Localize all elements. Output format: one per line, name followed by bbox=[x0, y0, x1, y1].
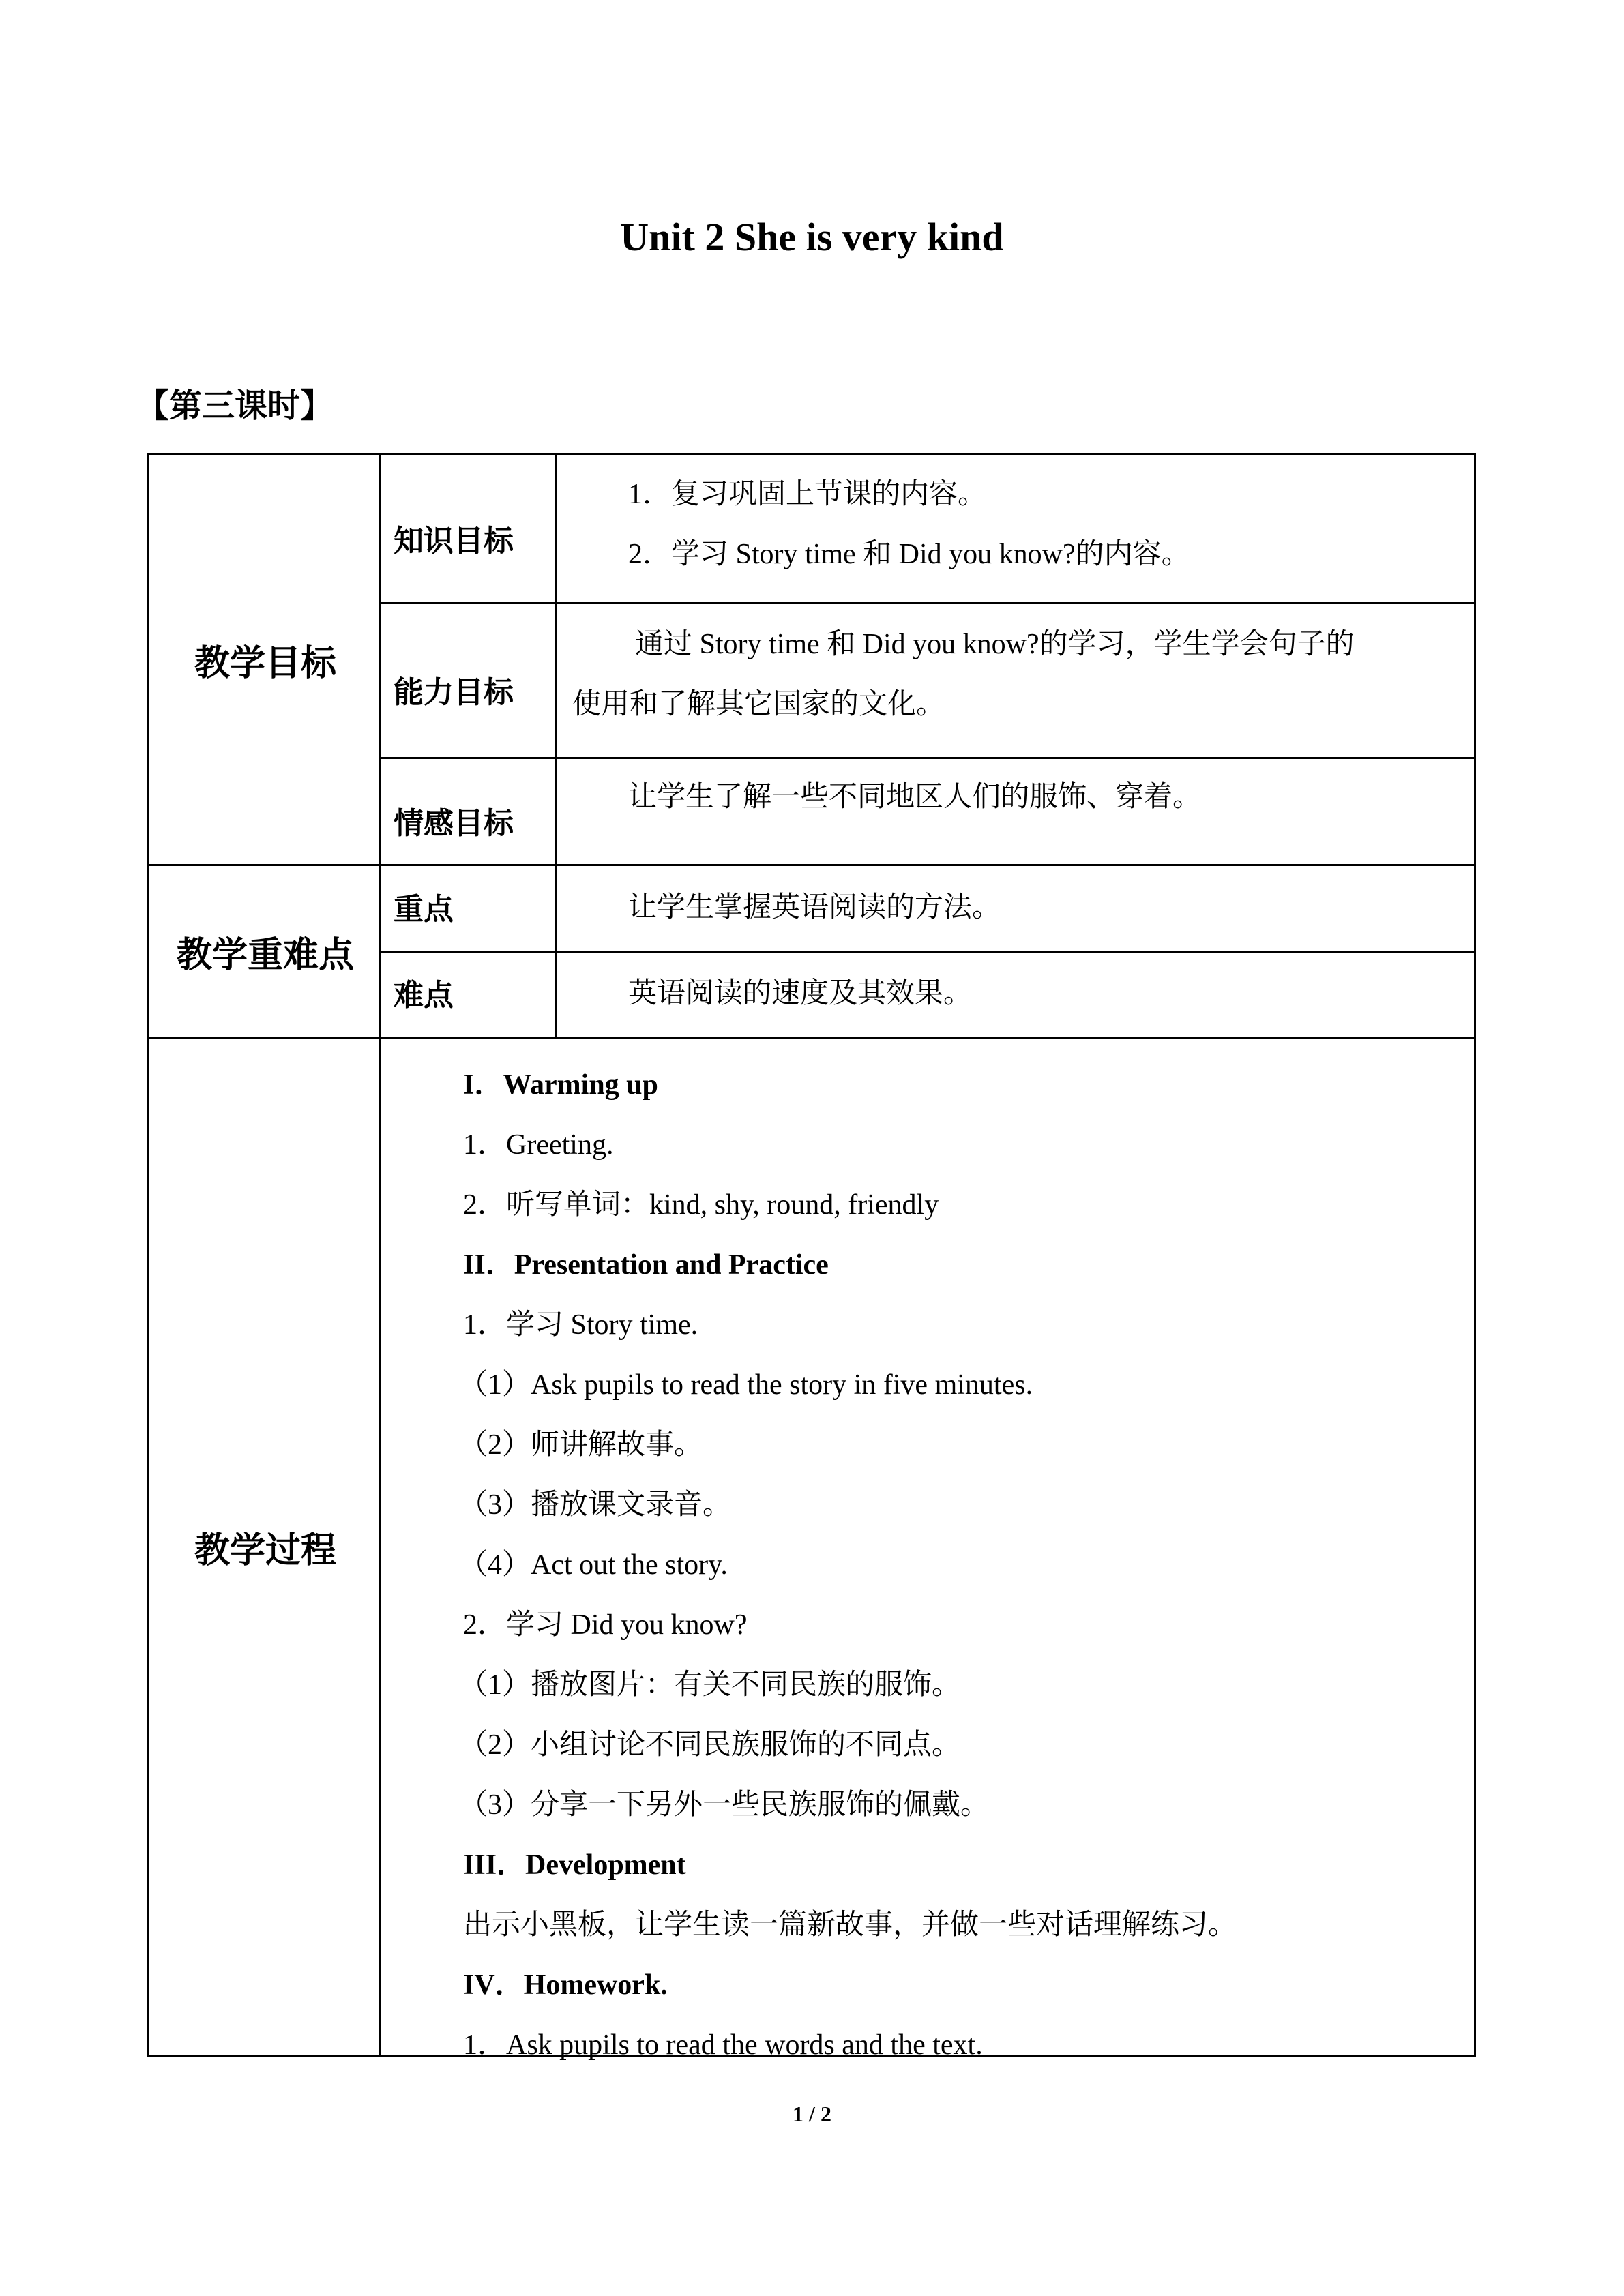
process-step: 2．听写单词：kind, shy, round, friendly bbox=[463, 1189, 939, 1221]
process-step: （1）播放图片：有关不同民族的服饰。 bbox=[459, 1669, 961, 1701]
objectives-category: 教学目标 bbox=[194, 642, 336, 684]
ability-label: 能力目标 bbox=[394, 675, 514, 710]
process-step: （3）播放课文录音。 bbox=[459, 1489, 732, 1521]
process-section-heading: II．Presentation and Practice bbox=[463, 1249, 829, 1281]
session-label: 【第三课时】 bbox=[136, 387, 334, 425]
process-step: （2）师讲解故事。 bbox=[459, 1429, 703, 1461]
process-step: 1．学习 Story time. bbox=[463, 1309, 698, 1341]
ability-line: 使用和了解其它国家的文化。 bbox=[572, 689, 945, 720]
process-section-heading: IV．Homework. bbox=[463, 1969, 668, 2001]
process-step: 2．学习 Did you know? bbox=[463, 1609, 748, 1641]
knowledge-content bbox=[565, 464, 1466, 584]
focus-content: 让学生掌握英语阅读的方法。 bbox=[628, 892, 1001, 923]
lesson-plan-table bbox=[147, 453, 1476, 2061]
difficulty-content: 英语阅读的速度及其效果。 bbox=[628, 978, 973, 1009]
emotion-label: 情感目标 bbox=[394, 806, 514, 841]
process-step: （4）Act out the story. bbox=[459, 1549, 728, 1581]
row-divider bbox=[381, 951, 1476, 953]
process-category: 教学过程 bbox=[194, 1530, 336, 1571]
ability-line: 通过 Story time 和 Did you know?的学习，学生学会句子的 bbox=[635, 629, 1355, 660]
process-step: （2）小组讨论不同民族服饰的不同点。 bbox=[459, 1729, 961, 1761]
process-section-heading: I．Warming up bbox=[463, 1069, 658, 1101]
document-title: Unit 2 She is very kind bbox=[620, 215, 1004, 259]
ability-content bbox=[572, 614, 1473, 734]
process-step: （3）分享一下另外一些民族服饰的佩戴。 bbox=[459, 1789, 990, 1821]
process-step: 1．Ask pupils to read the words and the text. bbox=[463, 2029, 983, 2061]
knowledge-line: 2．学习 Story time 和 Did you know?的内容。 bbox=[628, 539, 1190, 570]
process-section-heading: III．Development bbox=[463, 1849, 686, 1881]
knowledge-label: 知识目标 bbox=[394, 524, 514, 558]
difficulty-label: 难点 bbox=[394, 978, 454, 1013]
process-step: 1．Greeting. bbox=[463, 1129, 614, 1161]
key-points-category: 教学重难点 bbox=[176, 934, 354, 976]
process-content bbox=[459, 1055, 1459, 2075]
process-step: （1）Ask pupils to read the story in five minutes. bbox=[459, 1369, 1033, 1401]
page-number: 1 / 2 bbox=[793, 2102, 831, 2126]
row-divider bbox=[381, 757, 1476, 759]
focus-label: 重点 bbox=[394, 892, 454, 927]
emotion-content: 让学生了解一些不同地区人们的服饰、穿着。 bbox=[628, 781, 1202, 813]
knowledge-line: 1．复习巩固上节课的内容。 bbox=[628, 479, 987, 510]
process-step: 出示小黑板，让学生读一篇新故事，并做一些对话理解练习。 bbox=[463, 1909, 1237, 1941]
row-divider bbox=[381, 602, 1476, 604]
